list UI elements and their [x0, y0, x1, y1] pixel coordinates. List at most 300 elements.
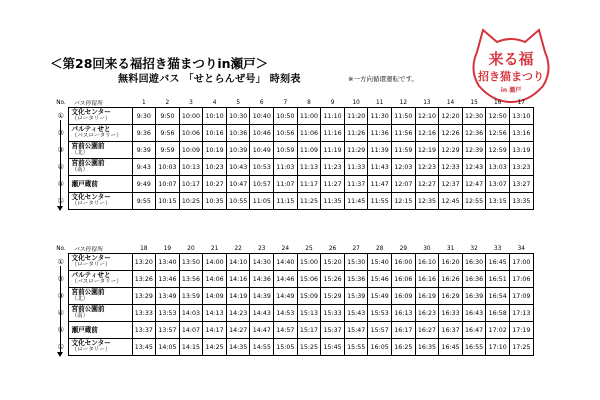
departure-time: 15:33	[321, 305, 345, 322]
departure-time: 10:17	[179, 176, 203, 193]
departure-time: 15:47	[344, 322, 368, 339]
departure-time: 15:20	[321, 254, 345, 271]
departure-time: 17:25	[510, 339, 534, 356]
departure-time: 13:20	[132, 254, 156, 271]
table-row	[54, 254, 533, 271]
stop-name-main: 文化センター	[71, 254, 111, 262]
departure-time: 12:35	[415, 193, 439, 210]
departure-time: 16:33	[439, 305, 463, 322]
stop-name-sub: （バスロータリー）	[71, 279, 122, 285]
departure-time: 10:06	[179, 125, 203, 142]
departure-time: 16:16	[415, 271, 439, 288]
departure-time: 13:57	[156, 322, 180, 339]
stop-number: ②	[57, 129, 64, 137]
departure-time: 16:39	[462, 288, 486, 305]
stop-number: ④	[57, 163, 64, 171]
departure-time: 13:16	[510, 125, 534, 142]
departure-time: 9:50	[156, 108, 180, 125]
header-row	[54, 98, 533, 108]
run-number: 34	[517, 245, 525, 252]
table-row	[54, 159, 533, 176]
departure-time: 11:39	[368, 142, 392, 159]
departure-time: 14:03	[179, 305, 203, 322]
departure-time: 14:05	[156, 339, 180, 356]
departure-time: 12:43	[462, 159, 486, 176]
departure-time: 11:30	[368, 108, 392, 125]
departure-time: 16:36	[462, 271, 486, 288]
run-number: 18	[140, 245, 148, 252]
departure-time: 17:09	[510, 288, 534, 305]
stop-name-main: 宮前公園前	[71, 305, 105, 313]
run-number: 31	[446, 245, 455, 252]
departure-time: 10:10	[203, 108, 227, 125]
departure-time: 11:17	[297, 176, 321, 193]
departure-time: 13:37	[132, 322, 156, 339]
departure-time: 16:25	[392, 339, 416, 356]
departure-time: 14:57	[274, 322, 298, 339]
departure-time: 13:33	[132, 305, 156, 322]
departure-time: 16:45	[486, 254, 510, 271]
departure-time: 12:15	[392, 193, 416, 210]
timetable-morning	[54, 98, 534, 210]
run-number: 27	[352, 245, 360, 252]
departure-time: 13:07	[486, 176, 510, 193]
departure-time: 12:47	[462, 176, 486, 193]
departure-time: 9:49	[132, 176, 156, 193]
departure-time: 11:10	[321, 108, 345, 125]
run-number: 24	[281, 245, 290, 252]
departure-time: 11:09	[297, 142, 321, 159]
departure-time: 9:39	[132, 142, 156, 159]
run-number: 5	[236, 99, 241, 106]
departure-time: 16:05	[368, 339, 392, 356]
departure-time: 11:13	[297, 159, 321, 176]
stop-number: ⑤	[57, 180, 64, 188]
header-stop: バス停留所	[74, 247, 103, 253]
departure-time: 11:06	[297, 125, 321, 142]
stop-name-main: 宮前公園前	[71, 159, 105, 167]
departure-time: 14:19	[226, 288, 250, 305]
departure-time: 10:43	[226, 159, 250, 176]
departure-time: 12:56	[486, 125, 510, 142]
departure-time: 16:09	[392, 288, 416, 305]
header-no: No.	[56, 99, 66, 106]
stop-name-sub: （ロータリー）	[71, 201, 111, 207]
run-number: 16	[494, 99, 502, 106]
departure-time: 13:26	[132, 271, 156, 288]
departure-time: 10:19	[203, 142, 227, 159]
departure-time: 15:55	[344, 339, 368, 356]
departure-time: 14:30	[250, 254, 274, 271]
departure-time: 11:25	[297, 193, 321, 210]
table-row	[54, 271, 533, 288]
departure-time: 14:55	[250, 339, 274, 356]
departure-time: 11:15	[274, 193, 298, 210]
departure-time: 16:10	[415, 254, 439, 271]
run-number: 4	[212, 99, 217, 106]
departure-time: 10:00	[179, 108, 203, 125]
departure-time: 15:26	[321, 271, 345, 288]
departure-time: 16:06	[392, 271, 416, 288]
departure-time: 12:55	[462, 193, 486, 210]
stop-number: ③	[57, 146, 64, 154]
departure-time: 11:27	[321, 176, 345, 193]
departure-time: 9:43	[132, 159, 156, 176]
departure-time: 12:50	[486, 108, 510, 125]
departure-time: 16:20	[439, 254, 463, 271]
departure-time: 10:07	[156, 176, 180, 193]
departure-time: 11:45	[344, 193, 368, 210]
departure-time: 14:00	[203, 254, 227, 271]
departure-time: 10:23	[203, 159, 227, 176]
departure-time: 14:13	[203, 305, 227, 322]
departure-time: 16:43	[462, 305, 486, 322]
departure-time: 14:06	[203, 271, 227, 288]
departure-time: 9:36	[132, 125, 156, 142]
stop-number: ①	[57, 258, 64, 266]
stop-name-main: 文化センター	[71, 193, 111, 201]
departure-time: 12:16	[415, 125, 439, 142]
direction-arrowhead-2	[57, 352, 63, 357]
circulation-note: ※一方向循環運転です。	[348, 75, 418, 83]
departure-time: 14:10	[226, 254, 250, 271]
stop-name-main: パルティせと	[71, 271, 111, 279]
departure-time: 16:29	[439, 288, 463, 305]
departure-time: 15:49	[368, 288, 392, 305]
stop-name	[68, 271, 132, 288]
run-number: 8	[307, 99, 311, 106]
departure-time: 13:29	[132, 288, 156, 305]
run-number: 30	[423, 245, 431, 252]
stop-number: ⑤	[57, 326, 64, 334]
departure-time: 13:50	[179, 254, 203, 271]
run-number: 7	[283, 99, 288, 106]
departure-time: 16:23	[415, 305, 439, 322]
departure-time: 15:17	[297, 322, 321, 339]
departure-time: 16:37	[439, 322, 463, 339]
departure-time: 10:13	[179, 159, 203, 176]
departure-time: 14:17	[203, 322, 227, 339]
departure-time: 13:56	[179, 271, 203, 288]
departure-time: 14:39	[250, 288, 274, 305]
departure-time: 16:45	[439, 339, 463, 356]
departure-time: 16:26	[439, 271, 463, 288]
departure-time: 12:59	[486, 142, 510, 159]
departure-time: 11:55	[368, 193, 392, 210]
departure-time: 15:57	[368, 322, 392, 339]
departure-time: 12:07	[392, 176, 416, 193]
departure-time: 16:17	[392, 322, 416, 339]
departure-time: 12:39	[462, 142, 486, 159]
table-row	[54, 339, 533, 356]
departure-time: 15:00	[297, 254, 321, 271]
departure-time: 13:46	[156, 271, 180, 288]
departure-time: 15:29	[321, 288, 345, 305]
run-number: 12	[399, 99, 408, 106]
departure-time: 15:30	[344, 254, 368, 271]
stop-name-sub: （南）	[71, 167, 89, 173]
table-row	[54, 193, 533, 210]
run-number: 11	[376, 99, 384, 106]
departure-time: 10:55	[226, 193, 250, 210]
departure-time: 15:25	[297, 339, 321, 356]
table-row	[54, 108, 533, 125]
run-number: 9	[330, 99, 335, 106]
departure-time: 11:03	[274, 159, 298, 176]
departure-time: 10:50	[274, 108, 298, 125]
page-title: ＜第28回来る福招き猫まつりin瀬戸＞	[50, 56, 269, 71]
departure-time: 15:40	[368, 254, 392, 271]
header-no: No.	[56, 245, 66, 252]
run-number: 10	[352, 99, 360, 106]
departure-time: 13:45	[132, 339, 156, 356]
departure-time: 12:20	[439, 108, 463, 125]
departure-time: 11:35	[321, 193, 345, 210]
stop-number: ④	[57, 309, 64, 317]
departure-time: 10:46	[250, 125, 274, 142]
departure-time: 10:27	[203, 176, 227, 193]
departure-time: 15:53	[368, 305, 392, 322]
departure-time: 13:19	[510, 142, 534, 159]
departure-time: 16:51	[486, 271, 510, 288]
stop-name	[68, 288, 132, 305]
departure-time: 12:33	[439, 159, 463, 176]
departure-time: 17:06	[510, 271, 534, 288]
departure-time: 14:16	[226, 271, 250, 288]
stop-name-main: 文化センター	[71, 339, 111, 347]
departure-time: 10:03	[156, 159, 180, 176]
run-number: 15	[470, 99, 478, 106]
departure-time: 11:00	[297, 108, 321, 125]
departure-time: 11:20	[344, 108, 368, 125]
departure-time: 11:43	[368, 159, 392, 176]
stop-name-main: パルティせと	[71, 125, 111, 133]
departure-time: 12:19	[415, 142, 439, 159]
stop-name-sub: （バスロータリー）	[71, 133, 122, 139]
departure-time: 12:45	[439, 193, 463, 210]
departure-time: 10:53	[250, 159, 274, 176]
stop-name-main: 宮前公園前	[71, 288, 105, 296]
departure-time: 10:30	[226, 108, 250, 125]
departure-time: 11:37	[344, 176, 368, 193]
run-number: 29	[399, 245, 408, 252]
run-number: 1	[141, 99, 146, 106]
departure-time: 13:03	[486, 159, 510, 176]
stop-name	[68, 125, 132, 142]
stop-number: ①	[57, 343, 64, 351]
departure-time: 14:15	[179, 339, 203, 356]
departure-time: 10:59	[274, 142, 298, 159]
departure-time: 11:29	[344, 142, 368, 159]
departure-time: 14:40	[274, 254, 298, 271]
departure-time: 15:46	[368, 271, 392, 288]
departure-time: 11:19	[321, 142, 345, 159]
stop-name-sub: （北）	[71, 296, 89, 302]
departure-time: 17:02	[486, 322, 510, 339]
departure-time: 17:19	[510, 322, 534, 339]
run-number: 22	[234, 245, 242, 252]
festival-logo	[463, 22, 559, 106]
departure-time: 12:37	[439, 176, 463, 193]
departure-time: 12:30	[462, 108, 486, 125]
departure-time: 11:26	[344, 125, 368, 142]
departure-time: 13:27	[510, 176, 534, 193]
table-row	[54, 176, 533, 193]
departure-time: 10:35	[203, 193, 227, 210]
run-number: 14	[446, 99, 455, 106]
departure-time: 14:36	[250, 271, 274, 288]
stop-name	[68, 108, 132, 125]
run-number: 23	[258, 245, 266, 252]
header-row	[54, 244, 533, 254]
departure-time: 12:29	[439, 142, 463, 159]
departure-time: 12:23	[415, 159, 439, 176]
table-row	[54, 142, 533, 159]
departure-time: 17:00	[510, 254, 534, 271]
departure-time: 15:13	[297, 305, 321, 322]
logo-line-2: 招き猫まつり	[478, 70, 544, 83]
run-number: 6	[259, 99, 264, 106]
departure-time: 10:56	[274, 125, 298, 142]
departure-time: 14:07	[179, 322, 203, 339]
departure-time: 9:56	[156, 125, 180, 142]
stop-name-sub: （北）	[71, 150, 89, 156]
departure-time: 13:35	[510, 193, 534, 210]
departure-time: 15:45	[321, 339, 345, 356]
departure-time: 10:39	[226, 142, 250, 159]
departure-time: 10:09	[179, 142, 203, 159]
departure-time: 11:56	[392, 125, 416, 142]
stop-name	[68, 159, 132, 176]
run-number: 26	[328, 245, 337, 252]
departure-time: 11:47	[368, 176, 392, 193]
departure-time: 10:40	[250, 108, 274, 125]
timetable-afternoon	[54, 244, 534, 356]
run-number: 28	[376, 245, 384, 252]
table-row	[54, 305, 533, 322]
departure-time: 10:57	[250, 176, 274, 193]
departure-time: 17:13	[510, 305, 534, 322]
departure-time: 12:26	[439, 125, 463, 142]
departure-time: 14:46	[274, 271, 298, 288]
departure-time: 14:43	[250, 305, 274, 322]
direction-arrowhead-1	[57, 206, 63, 211]
departure-time: 12:27	[415, 176, 439, 193]
stop-name-main: 文化センター	[71, 108, 111, 116]
departure-time: 15:05	[274, 339, 298, 356]
run-number: 20	[187, 245, 195, 252]
departure-time: 9:55	[132, 193, 156, 210]
departure-time: 11:23	[321, 159, 345, 176]
stop-name-sub: （ロータリー）	[71, 262, 111, 268]
departure-time: 10:15	[156, 193, 180, 210]
run-number: 25	[305, 245, 313, 252]
departure-time: 13:23	[510, 159, 534, 176]
departure-time: 11:59	[392, 142, 416, 159]
run-number: 3	[189, 99, 193, 106]
header-stop: バス停留所	[74, 101, 103, 107]
departure-time: 15:43	[344, 305, 368, 322]
stop-number: ②	[57, 275, 64, 283]
run-number: 17	[517, 99, 525, 106]
departure-time: 14:25	[203, 339, 227, 356]
stop-name	[68, 142, 132, 159]
departure-time: 16:27	[415, 322, 439, 339]
departure-time: 11:36	[368, 125, 392, 142]
logo-line-1: 来る福	[488, 50, 534, 68]
departure-time: 12:10	[415, 108, 439, 125]
stop-name	[68, 176, 132, 193]
departure-time: 13:15	[486, 193, 510, 210]
departure-time: 14:53	[274, 305, 298, 322]
stop-name	[68, 305, 132, 322]
logo-line-3: in 瀬戸	[500, 87, 522, 94]
departure-time: 9:59	[156, 142, 180, 159]
departure-time: 16:19	[415, 288, 439, 305]
departure-time: 11:50	[392, 108, 416, 125]
departure-time: 15:36	[344, 271, 368, 288]
table-row	[54, 322, 533, 339]
stop-name	[68, 254, 132, 271]
run-number: 13	[423, 99, 431, 106]
departure-time: 16:35	[415, 339, 439, 356]
departure-time: 15:39	[344, 288, 368, 305]
stop-name-main: 宮前公園前	[71, 142, 105, 150]
departure-time: 10:49	[250, 142, 274, 159]
departure-time: 10:36	[226, 125, 250, 142]
departure-time: 9:30	[132, 108, 156, 125]
departure-time: 11:16	[321, 125, 345, 142]
departure-time: 15:06	[297, 271, 321, 288]
departure-time: 11:07	[274, 176, 298, 193]
departure-time: 14:27	[226, 322, 250, 339]
departure-time: 11:05	[250, 193, 274, 210]
stop-name	[68, 193, 132, 210]
departure-time: 12:36	[462, 125, 486, 142]
departure-time: 13:49	[156, 288, 180, 305]
departure-time: 14:47	[250, 322, 274, 339]
departure-time: 14:35	[226, 339, 250, 356]
run-number: 21	[210, 245, 219, 252]
departure-time: 16:47	[462, 322, 486, 339]
departure-time: 16:30	[462, 254, 486, 271]
run-number: 32	[470, 245, 478, 252]
direction-arrow-line-2	[60, 266, 61, 354]
stop-number: ①	[57, 112, 64, 120]
table-row	[54, 288, 533, 305]
departure-time: 12:03	[392, 159, 416, 176]
departure-time: 14:49	[274, 288, 298, 305]
stop-name-sub: （ロータリー）	[71, 347, 111, 353]
departure-time: 16:13	[392, 305, 416, 322]
departure-time: 17:10	[486, 339, 510, 356]
stop-name	[68, 339, 132, 356]
departure-time: 16:54	[486, 288, 510, 305]
stop-number: ①	[57, 197, 64, 205]
stop-name	[68, 322, 132, 339]
direction-arrow-line-1	[60, 120, 61, 208]
table-row	[54, 125, 533, 142]
run-number: 2	[165, 99, 170, 106]
departure-time: 16:55	[462, 339, 486, 356]
run-number: 19	[163, 245, 172, 252]
departure-time: 10:47	[226, 176, 250, 193]
departure-time: 14:09	[203, 288, 227, 305]
departure-time: 15:37	[321, 322, 345, 339]
stop-name-main: 瀬戸蔵前	[71, 325, 98, 334]
departure-time: 16:00	[392, 254, 416, 271]
departure-time: 13:59	[179, 288, 203, 305]
